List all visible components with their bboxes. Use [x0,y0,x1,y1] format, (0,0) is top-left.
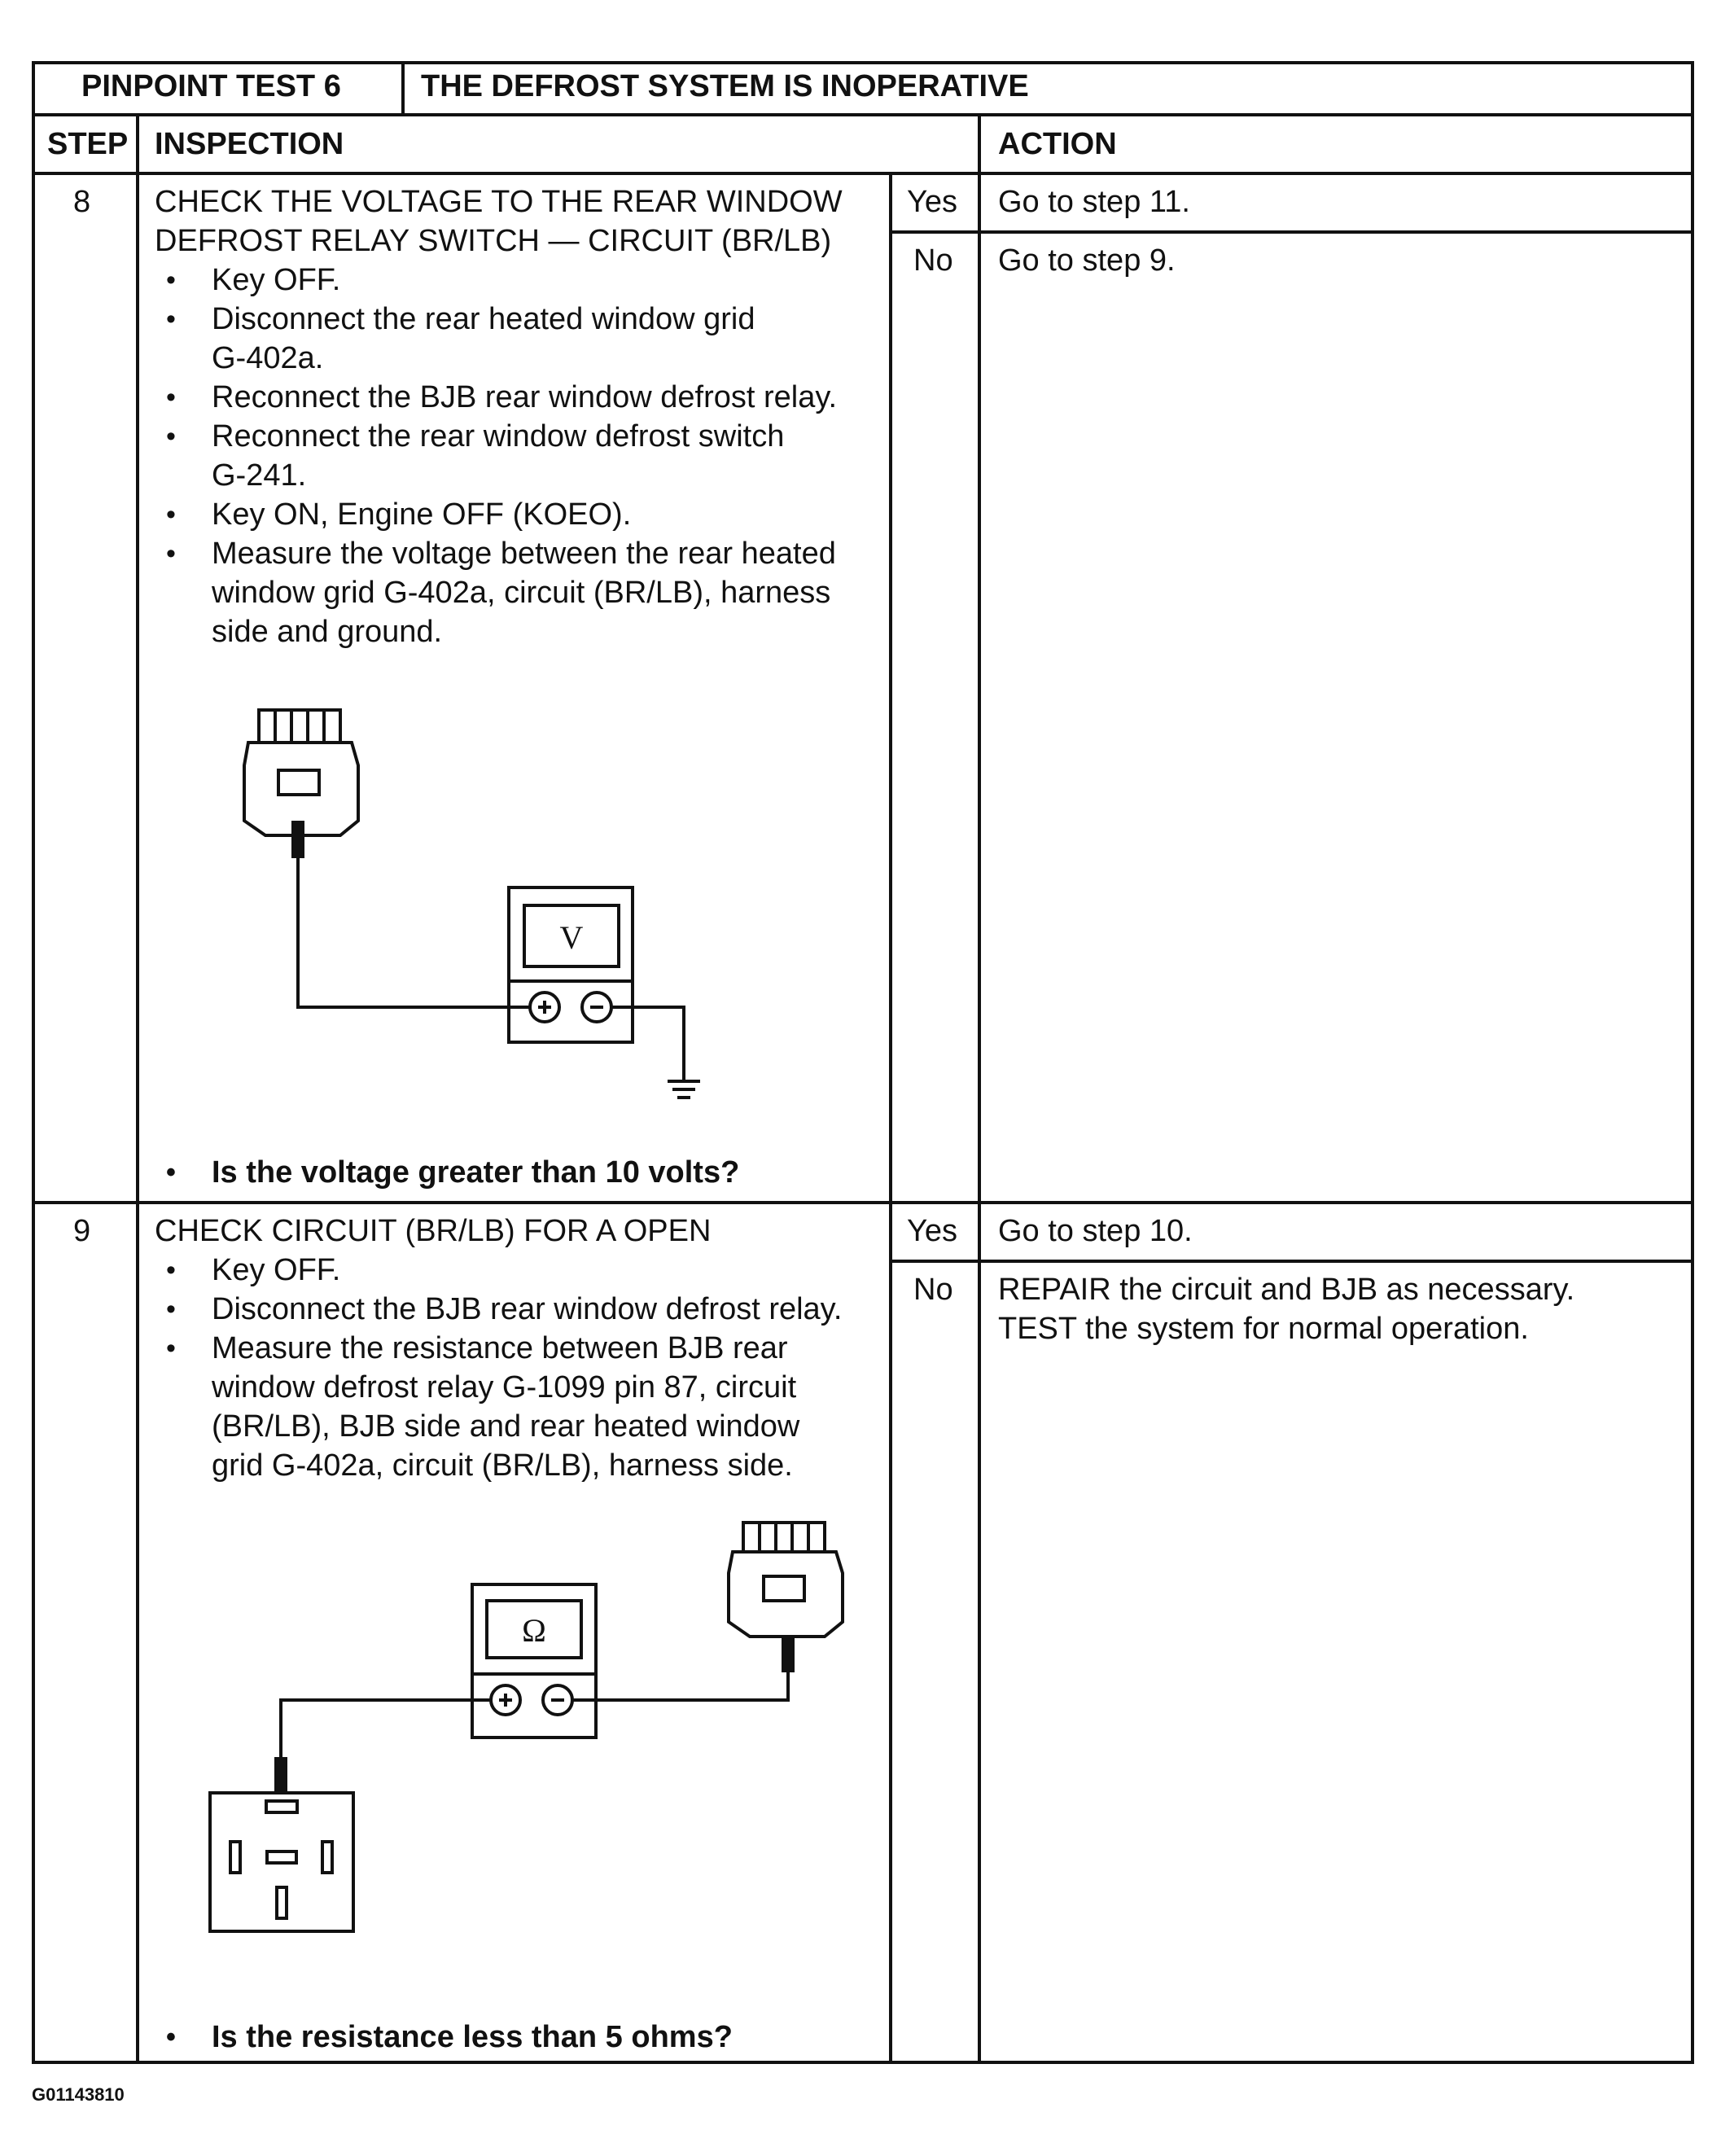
step-title: CHECK THE VOLTAGE TO THE REAR WINDOW [155,185,843,219]
instruction-item: • Key OFF. [155,261,837,300]
figure-id: G01143810 [32,2084,125,2105]
instruction-continuation: window grid G-402a, circuit (BR/LB), harness [212,576,831,610]
action-no: Go to step 9. [998,243,1176,278]
instruction-continuation: side and ground. [212,615,443,649]
instruction-continuation: (BR/LB), BJB side and rear heated window [212,1409,800,1444]
voltage-measurement-diagram [0,700,889,1156]
test-label: PINPOINT TEST 6 [81,69,341,103]
action-yes: Go to step 10. [998,1214,1193,1248]
voltmeter-symbol: V [559,919,584,956]
column-header-step: STEP [47,127,129,161]
yes-label: Yes [907,185,957,219]
instruction-item: • Key OFF. [155,1251,842,1290]
step-number: 8 [73,185,91,219]
instruction-item: • Disconnect the BJB rear window defrost relay. [155,1290,842,1329]
question-text: • Is the voltage greater than 10 volts? [155,1153,739,1192]
instruction-continuation: grid G-402a, circuit (BR/LB), harness side. [212,1448,793,1483]
ohmmeter [472,1584,596,1738]
resistance-measurement-diagram [0,1514,889,1970]
connector-g402a [743,1523,825,1552]
step-instructions [155,1251,842,1485]
divider [978,113,981,173]
test-title: THE DEFROST SYSTEM IS INOPERATIVE [421,69,1029,103]
instruction-item: • Measure the resistance between BJB rear [155,1329,842,1368]
action-no: REPAIR the circuit and BJB as necessary. [998,1273,1575,1307]
divider [889,1260,1694,1263]
no-label: No [913,243,953,278]
divider [978,172,981,2064]
column-header-action: ACTION [998,127,1117,161]
divider [32,113,1694,116]
divider [32,172,1694,175]
instruction-item: • Reconnect the BJB rear window defrost relay. [155,378,837,417]
ohmmeter-symbol: Ω [522,1612,546,1649]
instruction-item: • Reconnect the rear window defrost switch [155,417,837,456]
step-number: 9 [73,1214,91,1248]
step-question [155,1153,739,1192]
instruction-continuation: window defrost relay G-1099 pin 87, circuit [212,1370,797,1404]
instruction-continuation: G-241. [212,458,307,493]
instruction-item: • Disconnect the rear heated window grid [155,300,837,339]
divider [401,61,405,115]
step-title: DEFROST RELAY SWITCH — CIRCUIT (BR/LB) [155,224,832,258]
action-no: TEST the system for normal operation. [998,1312,1529,1346]
divider [889,172,892,2064]
step-question [155,2018,733,2057]
divider [889,230,1694,234]
instruction-item: • Key ON, Engine OFF (KOEO). [155,495,837,534]
step-instructions [155,261,837,651]
instruction-continuation: G-402a. [212,341,324,375]
connector-g402a [259,710,340,743]
step-title: CHECK CIRCUIT (BR/LB) FOR A OPEN [155,1214,712,1248]
action-yes: Go to step 11. [998,185,1190,219]
no-label: No [913,1273,953,1307]
instruction-item: • Measure the voltage between the rear heated [155,534,837,573]
yes-label: Yes [907,1214,957,1248]
divider [32,1201,1694,1204]
question-text: • Is the resistance less than 5 ohms? [155,2018,733,2057]
column-header-inspection: INSPECTION [155,127,344,161]
